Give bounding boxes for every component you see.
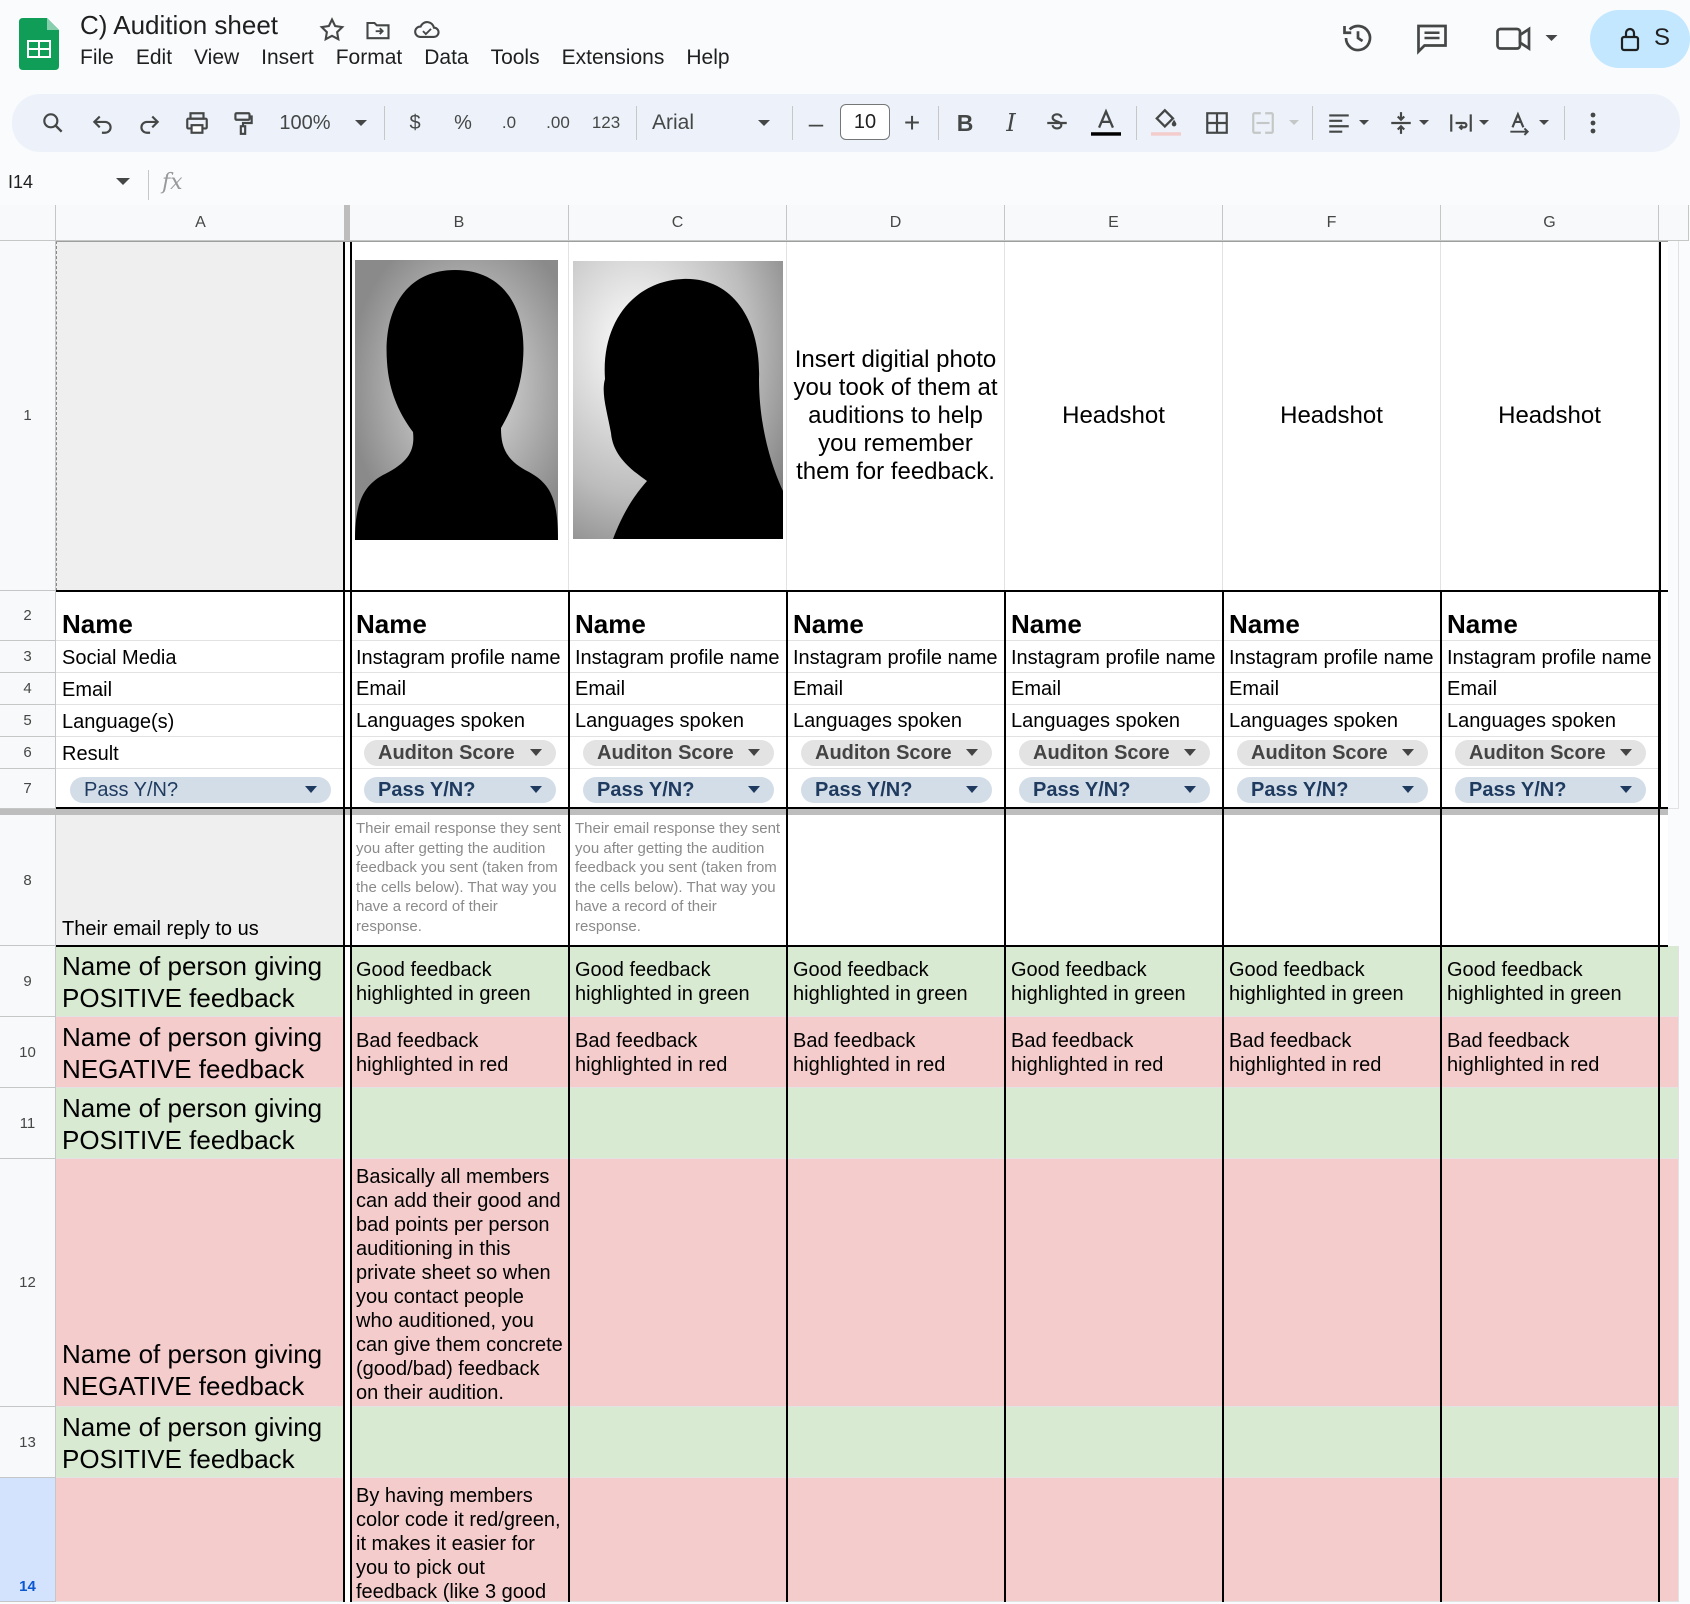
menu-tools[interactable]: Tools bbox=[490, 46, 540, 69]
font-size-input[interactable]: 10 bbox=[840, 104, 890, 140]
pass-dropdown[interactable] bbox=[70, 777, 331, 803]
cell-b9[interactable] bbox=[350, 946, 569, 1017]
dashed-border bbox=[56, 241, 1668, 242]
row-header-6[interactable]: 6 bbox=[0, 737, 56, 769]
cell-g4[interactable] bbox=[1441, 673, 1659, 705]
chevron-down-icon bbox=[530, 749, 542, 756]
instagram-profile: Instagram profile name bbox=[793, 647, 998, 669]
menu-bar bbox=[80, 46, 752, 70]
pass-dropdown[interactable] bbox=[364, 777, 556, 803]
cell-c10[interactable] bbox=[569, 1017, 787, 1088]
cell-d14[interactable] bbox=[787, 1478, 1005, 1602]
label-email: Email bbox=[62, 679, 113, 701]
share-label: S bbox=[1654, 24, 1671, 51]
cell-a10[interactable] bbox=[56, 1017, 344, 1088]
cell-d2[interactable] bbox=[787, 591, 1005, 641]
cloud-saved-icon[interactable] bbox=[412, 16, 440, 44]
label-languages: Language(s) bbox=[62, 711, 175, 733]
label-negative-feedback: Name of person giving NEGATIVE feedback bbox=[62, 1339, 323, 1401]
menu-format[interactable]: Format bbox=[335, 46, 403, 69]
good-feedback: Good feedback highlighted in green bbox=[793, 959, 968, 1005]
cell-g8[interactable] bbox=[1441, 815, 1659, 946]
chevron-down-icon bbox=[748, 749, 760, 756]
bad-feedback: Bad feedback highlighted in red bbox=[575, 1030, 728, 1076]
horizontal-align-icon[interactable] bbox=[1322, 94, 1356, 152]
meet-video-icon[interactable] bbox=[1494, 20, 1564, 56]
label-positive-feedback: Name of person giving POSITIVE feedback bbox=[62, 1412, 323, 1474]
candidate-email: Email bbox=[575, 678, 626, 700]
cell-e6[interactable] bbox=[1005, 737, 1223, 769]
row-header-5[interactable]: 5 bbox=[0, 705, 56, 737]
comments-icon[interactable] bbox=[1414, 20, 1450, 56]
chevron-down-icon bbox=[966, 749, 978, 756]
label-name: Name bbox=[62, 609, 133, 639]
cell-f5[interactable] bbox=[1223, 705, 1441, 737]
audition-score-label: Auditon Score bbox=[815, 741, 952, 764]
audition-score-dropdown[interactable] bbox=[1237, 740, 1428, 766]
cell-f6[interactable] bbox=[1223, 737, 1441, 769]
cell-a7[interactable] bbox=[56, 769, 344, 809]
cell-d11[interactable] bbox=[787, 1088, 1005, 1159]
cell-c9[interactable] bbox=[569, 946, 787, 1017]
move-folder-icon[interactable] bbox=[364, 16, 392, 44]
cell-c7[interactable] bbox=[569, 769, 787, 809]
cell-a9[interactable] bbox=[56, 946, 344, 1017]
bold-icon[interactable]: B bbox=[956, 109, 974, 136]
cell-h10-partial[interactable] bbox=[1659, 1017, 1679, 1088]
cell-d3[interactable] bbox=[787, 641, 1005, 673]
pass-label: Pass Y/N? bbox=[1469, 778, 1567, 801]
cell-h9-partial[interactable] bbox=[1659, 946, 1679, 1017]
cell-f7[interactable] bbox=[1223, 769, 1441, 809]
cell-b14[interactable] bbox=[350, 1478, 569, 1602]
chevron-down-icon bbox=[1402, 749, 1414, 756]
chevron-down-icon bbox=[966, 786, 978, 793]
menu-extensions[interactable]: Extensions bbox=[561, 46, 665, 69]
audition-score-label: Auditon Score bbox=[597, 741, 734, 764]
cell-e2[interactable] bbox=[1005, 591, 1223, 641]
cell-h11-partial[interactable] bbox=[1659, 1088, 1679, 1159]
vertical-align-icon[interactable] bbox=[1384, 94, 1418, 152]
version-history-icon[interactable] bbox=[1340, 20, 1376, 56]
cell-c6[interactable] bbox=[569, 737, 787, 769]
pass-label: Pass Y/N? bbox=[84, 778, 179, 801]
candidate-email: Email bbox=[1447, 678, 1498, 700]
cell-g11[interactable] bbox=[1441, 1088, 1659, 1159]
zoom-select[interactable]: 100% bbox=[279, 111, 331, 134]
instagram-profile: Instagram profile name bbox=[575, 647, 780, 669]
cell-b3[interactable] bbox=[350, 641, 569, 673]
cell-a5[interactable] bbox=[56, 705, 344, 737]
border-line bbox=[568, 591, 570, 1602]
chevron-down-icon bbox=[1620, 786, 1632, 793]
toolbar-divider bbox=[792, 106, 793, 140]
cell-c5[interactable] bbox=[569, 705, 787, 737]
row-header-13[interactable]: 13 bbox=[0, 1407, 56, 1478]
star-icon[interactable] bbox=[318, 16, 346, 44]
cell-a13[interactable] bbox=[56, 1407, 344, 1478]
cell-d7[interactable] bbox=[787, 769, 1005, 809]
cell-g9[interactable] bbox=[1441, 946, 1659, 1017]
cell-b6[interactable] bbox=[350, 737, 569, 769]
cell-h12-partial[interactable] bbox=[1659, 1159, 1679, 1407]
merge-dropdown-icon[interactable] bbox=[1284, 94, 1304, 152]
pass-label: Pass Y/N? bbox=[378, 778, 476, 801]
cell-g7[interactable] bbox=[1441, 769, 1659, 809]
merge-cells-icon[interactable] bbox=[1246, 94, 1280, 152]
cell-c13[interactable] bbox=[569, 1407, 787, 1478]
cell-b2[interactable] bbox=[350, 591, 569, 641]
pass-label: Pass Y/N? bbox=[1251, 778, 1349, 801]
audition-score-label: Auditon Score bbox=[1469, 741, 1606, 764]
cell-b8[interactable] bbox=[350, 815, 569, 946]
instagram-profile: Instagram profile name bbox=[356, 647, 561, 669]
good-feedback: Good feedback highlighted in green bbox=[1447, 959, 1622, 1005]
paint-format-icon[interactable] bbox=[226, 94, 260, 152]
pass-dropdown[interactable] bbox=[1237, 777, 1428, 803]
languages-spoken: Languages spoken bbox=[1011, 710, 1181, 732]
cell-b1[interactable] bbox=[350, 241, 569, 591]
label-social-media: Social Media bbox=[62, 647, 177, 669]
good-feedback: Good feedback highlighted in green bbox=[1011, 959, 1186, 1005]
toolbar-divider bbox=[636, 106, 637, 140]
rotation-dropdown-icon[interactable] bbox=[1534, 94, 1554, 152]
cell-a3[interactable] bbox=[56, 641, 344, 673]
row-header-4[interactable]: 4 bbox=[0, 673, 56, 705]
cell-e9[interactable] bbox=[1005, 946, 1223, 1017]
cell-f10[interactable] bbox=[1223, 1017, 1441, 1088]
column-header-h[interactable] bbox=[1659, 205, 1689, 241]
border-line bbox=[56, 945, 1668, 947]
cell-a14[interactable] bbox=[56, 1478, 344, 1602]
audition-score-dropdown[interactable] bbox=[583, 740, 774, 766]
label-positive-feedback: Name of person giving POSITIVE feedback bbox=[62, 951, 323, 1013]
bad-feedback: Bad feedback highlighted in red bbox=[793, 1030, 946, 1076]
chevron-down-icon bbox=[748, 786, 760, 793]
cell-f14[interactable] bbox=[1223, 1478, 1441, 1602]
border-line bbox=[343, 241, 345, 1602]
cell-e14[interactable] bbox=[1005, 1478, 1223, 1602]
cell-d4[interactable] bbox=[787, 673, 1005, 705]
cell-g10[interactable] bbox=[1441, 1017, 1659, 1088]
audition-score-label: Auditon Score bbox=[1033, 741, 1170, 764]
column-header-a[interactable]: A bbox=[56, 205, 346, 241]
pass-dropdown[interactable] bbox=[1019, 777, 1210, 803]
font-family-select[interactable]: Arial bbox=[652, 111, 695, 134]
pass-label: Pass Y/N? bbox=[597, 778, 695, 801]
cell-f2[interactable] bbox=[1223, 591, 1441, 641]
cell-a6[interactable] bbox=[56, 737, 344, 769]
cell-b13[interactable] bbox=[350, 1407, 569, 1478]
menu-insert[interactable]: Insert bbox=[261, 46, 314, 69]
cell-f3[interactable] bbox=[1223, 641, 1441, 673]
cell-a1[interactable] bbox=[56, 241, 344, 591]
column-header-f[interactable]: F bbox=[1223, 205, 1441, 241]
candidate-email: Email bbox=[1229, 678, 1280, 700]
cell-g3[interactable] bbox=[1441, 641, 1659, 673]
menu-help[interactable]: Help bbox=[686, 46, 730, 69]
cell-g13[interactable] bbox=[1441, 1407, 1659, 1478]
languages-spoken: Languages spoken bbox=[356, 710, 526, 732]
redo-icon[interactable] bbox=[132, 94, 166, 152]
cell-d5[interactable] bbox=[787, 705, 1005, 737]
cell-e3[interactable] bbox=[1005, 641, 1223, 673]
audition-score-dropdown[interactable] bbox=[1455, 740, 1646, 766]
cell-d1-photo-instructions[interactable]: Insert digitial photo you took of them at auditions to help you remember them for feedback. bbox=[787, 241, 1005, 591]
fx-icon: fx bbox=[162, 170, 183, 195]
good-feedback: Good feedback highlighted in green bbox=[356, 959, 531, 1005]
toolbar-divider bbox=[1136, 106, 1137, 140]
audition-score-dropdown[interactable] bbox=[364, 740, 556, 766]
cell-b11[interactable] bbox=[350, 1088, 569, 1159]
row-header-8[interactable]: 8 bbox=[0, 815, 56, 946]
row-header-1[interactable]: 1 bbox=[0, 241, 56, 591]
languages-spoken: Languages spoken bbox=[1447, 710, 1617, 732]
cell-c1[interactable] bbox=[569, 241, 787, 591]
audition-score-label: Auditon Score bbox=[1251, 741, 1388, 764]
menu-view[interactable]: View bbox=[194, 46, 240, 69]
share-button[interactable] bbox=[1590, 10, 1690, 68]
wrap-dropdown-icon[interactable] bbox=[1474, 94, 1494, 152]
toolbar-divider bbox=[1564, 106, 1565, 140]
cell-e5[interactable] bbox=[1005, 705, 1223, 737]
cell-g6[interactable] bbox=[1441, 737, 1659, 769]
formula-divider bbox=[148, 170, 149, 200]
feedback-instructions: Basically all members can add their good and bad points per person auditioning in this private sheet so when you contact people who auditioned, you can give them concrete (good/bad) feedback on their audition. bbox=[356, 1166, 563, 1404]
cell-a2[interactable] bbox=[56, 591, 344, 641]
cell-g2[interactable] bbox=[1441, 591, 1659, 641]
label-email-reply: Their email reply to us bbox=[62, 918, 259, 940]
candidate-name: Name bbox=[575, 609, 646, 639]
cell-a4[interactable] bbox=[56, 673, 344, 705]
email-reply-note: Their email response they sent you after getting the audition feedback you sent (taken from the cells below). That way you have a record of their response. bbox=[356, 820, 562, 935]
instagram-profile: Instagram profile name bbox=[1011, 647, 1216, 669]
percent-format-button[interactable]: % bbox=[454, 111, 472, 134]
pass-label: Pass Y/N? bbox=[1033, 778, 1131, 801]
bad-feedback: Bad feedback highlighted in red bbox=[1229, 1030, 1382, 1076]
select-all-corner[interactable] bbox=[0, 205, 56, 241]
instagram-profile: Instagram profile name bbox=[1447, 647, 1652, 669]
headshot-photo-b[interactable] bbox=[355, 260, 558, 540]
zoom-dropdown-icon[interactable] bbox=[350, 94, 372, 152]
row-header-14[interactable]: 14 bbox=[0, 1478, 56, 1602]
cell-f13[interactable] bbox=[1223, 1407, 1441, 1478]
menu-data[interactable]: Data bbox=[424, 46, 469, 69]
cell-a12[interactable] bbox=[56, 1159, 344, 1407]
border-line bbox=[1440, 591, 1442, 1602]
languages-spoken: Languages spoken bbox=[793, 710, 963, 732]
label-result: Result bbox=[62, 743, 119, 765]
pass-label: Pass Y/N? bbox=[815, 778, 913, 801]
cell-c8[interactable] bbox=[569, 815, 787, 946]
email-reply-note: Their email response they sent you after getting the audition feedback you sent (taken from the cells below). That way you have a record of their response. bbox=[575, 820, 781, 935]
cell-f12[interactable] bbox=[1223, 1159, 1441, 1407]
toolbar-divider bbox=[1312, 106, 1313, 140]
bad-feedback: Bad feedback highlighted in red bbox=[1447, 1030, 1600, 1076]
chevron-down-icon bbox=[1402, 786, 1414, 793]
fill-color-icon[interactable] bbox=[1148, 94, 1184, 152]
cell-h-partial[interactable] bbox=[1659, 241, 1679, 809]
toolbar-divider bbox=[938, 106, 939, 140]
candidate-email: Email bbox=[1011, 678, 1062, 700]
text-color-icon[interactable] bbox=[1088, 94, 1124, 152]
cell-b12[interactable] bbox=[350, 1159, 569, 1407]
border-line bbox=[56, 807, 1668, 809]
decrease-decimal-button[interactable]: .0 bbox=[501, 113, 517, 132]
cell-c2[interactable] bbox=[569, 591, 787, 641]
cell-b7[interactable] bbox=[350, 769, 569, 809]
languages-spoken: Languages spoken bbox=[1229, 710, 1399, 732]
cell-g5[interactable] bbox=[1441, 705, 1659, 737]
cell-a8[interactable] bbox=[56, 815, 344, 946]
bad-feedback: Bad feedback highlighted in red bbox=[1011, 1030, 1164, 1076]
cell-d13[interactable] bbox=[787, 1407, 1005, 1478]
valign-dropdown-icon[interactable] bbox=[1414, 94, 1434, 152]
column-header-g[interactable]: G bbox=[1441, 205, 1659, 241]
search-menus-icon[interactable] bbox=[36, 94, 70, 152]
font-dropdown-icon[interactable] bbox=[752, 94, 776, 152]
italic-icon[interactable]: I bbox=[1006, 109, 1016, 137]
pass-dropdown[interactable] bbox=[583, 777, 774, 803]
row-header-3[interactable]: 3 bbox=[0, 641, 56, 673]
menu-edit[interactable]: Edit bbox=[135, 46, 173, 69]
cell-f1-headshot[interactable]: Headshot bbox=[1223, 241, 1441, 591]
pass-dropdown[interactable] bbox=[801, 777, 992, 803]
cell-h13-partial[interactable] bbox=[1659, 1407, 1679, 1478]
row-header-10[interactable]: 10 bbox=[0, 1017, 56, 1088]
currency-format-button[interactable]: $ bbox=[409, 111, 421, 134]
increase-decimal-button[interactable]: .00 bbox=[546, 113, 570, 132]
number-format-button[interactable]: 123 bbox=[591, 113, 621, 132]
cell-c11[interactable] bbox=[569, 1088, 787, 1159]
cell-b10[interactable] bbox=[350, 1017, 569, 1088]
border-line bbox=[1222, 591, 1224, 1602]
cell-c3[interactable] bbox=[569, 641, 787, 673]
instagram-profile: Instagram profile name bbox=[1229, 647, 1434, 669]
color-coding-note: By having members color code it red/green, it makes it easier for you to pick out feedback (like 3 good bbox=[356, 1485, 561, 1603]
cell-e13[interactable] bbox=[1005, 1407, 1223, 1478]
name-box[interactable]: I14 bbox=[8, 172, 34, 192]
bad-feedback: Bad feedback highlighted in red bbox=[356, 1030, 509, 1076]
chevron-down-icon bbox=[1620, 749, 1632, 756]
good-feedback: Good feedback highlighted in green bbox=[1229, 959, 1404, 1005]
chevron-down-icon bbox=[305, 786, 317, 793]
row-header-12[interactable]: 12 bbox=[0, 1159, 56, 1407]
candidate-email: Email bbox=[793, 678, 844, 700]
candidate-email: Email bbox=[356, 678, 407, 700]
row-header-11[interactable]: 11 bbox=[0, 1088, 56, 1159]
languages-spoken: Languages spoken bbox=[575, 710, 745, 732]
document-title[interactable]: C) Audition sheet bbox=[80, 10, 279, 40]
undo-icon[interactable] bbox=[86, 94, 120, 152]
cell-g12[interactable] bbox=[1441, 1159, 1659, 1407]
print-icon[interactable] bbox=[180, 94, 214, 152]
cell-e10[interactable] bbox=[1005, 1017, 1223, 1088]
audition-score-dropdown[interactable] bbox=[801, 740, 992, 766]
strikethrough-icon[interactable] bbox=[1042, 94, 1072, 152]
cell-c4[interactable] bbox=[569, 673, 787, 705]
cell-f11[interactable] bbox=[1223, 1088, 1441, 1159]
more-options-icon[interactable] bbox=[1578, 94, 1608, 152]
cell-c14[interactable] bbox=[569, 1478, 787, 1602]
chevron-down-icon bbox=[1184, 749, 1196, 756]
cell-g14[interactable] bbox=[1441, 1478, 1659, 1602]
row-header-9[interactable]: 9 bbox=[0, 946, 56, 1017]
candidate-name: Name bbox=[356, 609, 427, 639]
cell-e8[interactable] bbox=[1005, 815, 1223, 946]
border-line bbox=[1004, 591, 1006, 1602]
toolbar-divider bbox=[384, 106, 385, 140]
cell-a11[interactable] bbox=[56, 1088, 344, 1159]
column-header-e[interactable]: E bbox=[1005, 205, 1223, 241]
increase-font-size-button[interactable]: + bbox=[903, 107, 921, 138]
candidate-name: Name bbox=[1229, 609, 1300, 639]
headshot-photo-c[interactable] bbox=[573, 261, 783, 539]
cell-d8[interactable] bbox=[787, 815, 1005, 946]
cell-b4[interactable] bbox=[350, 673, 569, 705]
audition-score-label: Auditon Score bbox=[378, 741, 515, 764]
cell-d6[interactable] bbox=[787, 737, 1005, 769]
column-header-c[interactable]: C bbox=[569, 205, 787, 241]
cell-g1-headshot[interactable]: Headshot bbox=[1441, 241, 1659, 591]
text-rotation-icon[interactable] bbox=[1502, 94, 1536, 152]
border-line bbox=[56, 590, 1668, 592]
border-line bbox=[1658, 591, 1660, 1602]
label-negative-feedback: Name of person giving NEGATIVE feedback bbox=[62, 1022, 323, 1084]
sheets-logo-icon[interactable] bbox=[19, 18, 59, 70]
decrease-font-size-button[interactable]: – bbox=[808, 107, 824, 138]
cell-e4[interactable] bbox=[1005, 673, 1223, 705]
cell-e11[interactable] bbox=[1005, 1088, 1223, 1159]
cell-d12[interactable] bbox=[787, 1159, 1005, 1407]
align-dropdown-icon[interactable] bbox=[1354, 94, 1374, 152]
cell-e7[interactable] bbox=[1005, 769, 1223, 809]
cell-f9[interactable] bbox=[1223, 946, 1441, 1017]
cell-d10[interactable] bbox=[787, 1017, 1005, 1088]
border-line bbox=[786, 591, 788, 1602]
candidate-name: Name bbox=[1447, 609, 1518, 639]
label-positive-feedback: Name of person giving POSITIVE feedback bbox=[62, 1093, 323, 1155]
row-header-7[interactable]: 7 bbox=[0, 769, 56, 809]
menu-file[interactable]: File bbox=[80, 46, 114, 69]
border-line bbox=[350, 241, 352, 1602]
name-box-dropdown-icon[interactable] bbox=[116, 178, 130, 185]
borders-icon[interactable] bbox=[1200, 94, 1234, 152]
good-feedback: Good feedback highlighted in green bbox=[575, 959, 750, 1005]
cell-f8[interactable] bbox=[1223, 815, 1441, 946]
cell-f4[interactable] bbox=[1223, 673, 1441, 705]
candidate-name: Name bbox=[793, 609, 864, 639]
column-header-d[interactable]: D bbox=[787, 205, 1005, 241]
chevron-down-icon bbox=[530, 786, 542, 793]
cell-b5[interactable] bbox=[350, 705, 569, 737]
cell-h14-partial[interactable] bbox=[1659, 1478, 1679, 1602]
chevron-down-icon bbox=[1184, 786, 1196, 793]
pass-dropdown[interactable] bbox=[1455, 777, 1646, 803]
audition-score-dropdown[interactable] bbox=[1019, 740, 1210, 766]
cell-d9[interactable] bbox=[787, 946, 1005, 1017]
column-header-b[interactable]: B bbox=[350, 205, 569, 241]
cell-e1-headshot[interactable]: Headshot bbox=[1005, 241, 1223, 591]
text-wrapping-icon[interactable] bbox=[1444, 94, 1478, 152]
row-header-2[interactable]: 2 bbox=[0, 591, 56, 641]
candidate-name: Name bbox=[1011, 609, 1082, 639]
cell-c12[interactable] bbox=[569, 1159, 787, 1407]
formula-input[interactable] bbox=[200, 172, 1600, 200]
cell-e12[interactable] bbox=[1005, 1159, 1223, 1407]
